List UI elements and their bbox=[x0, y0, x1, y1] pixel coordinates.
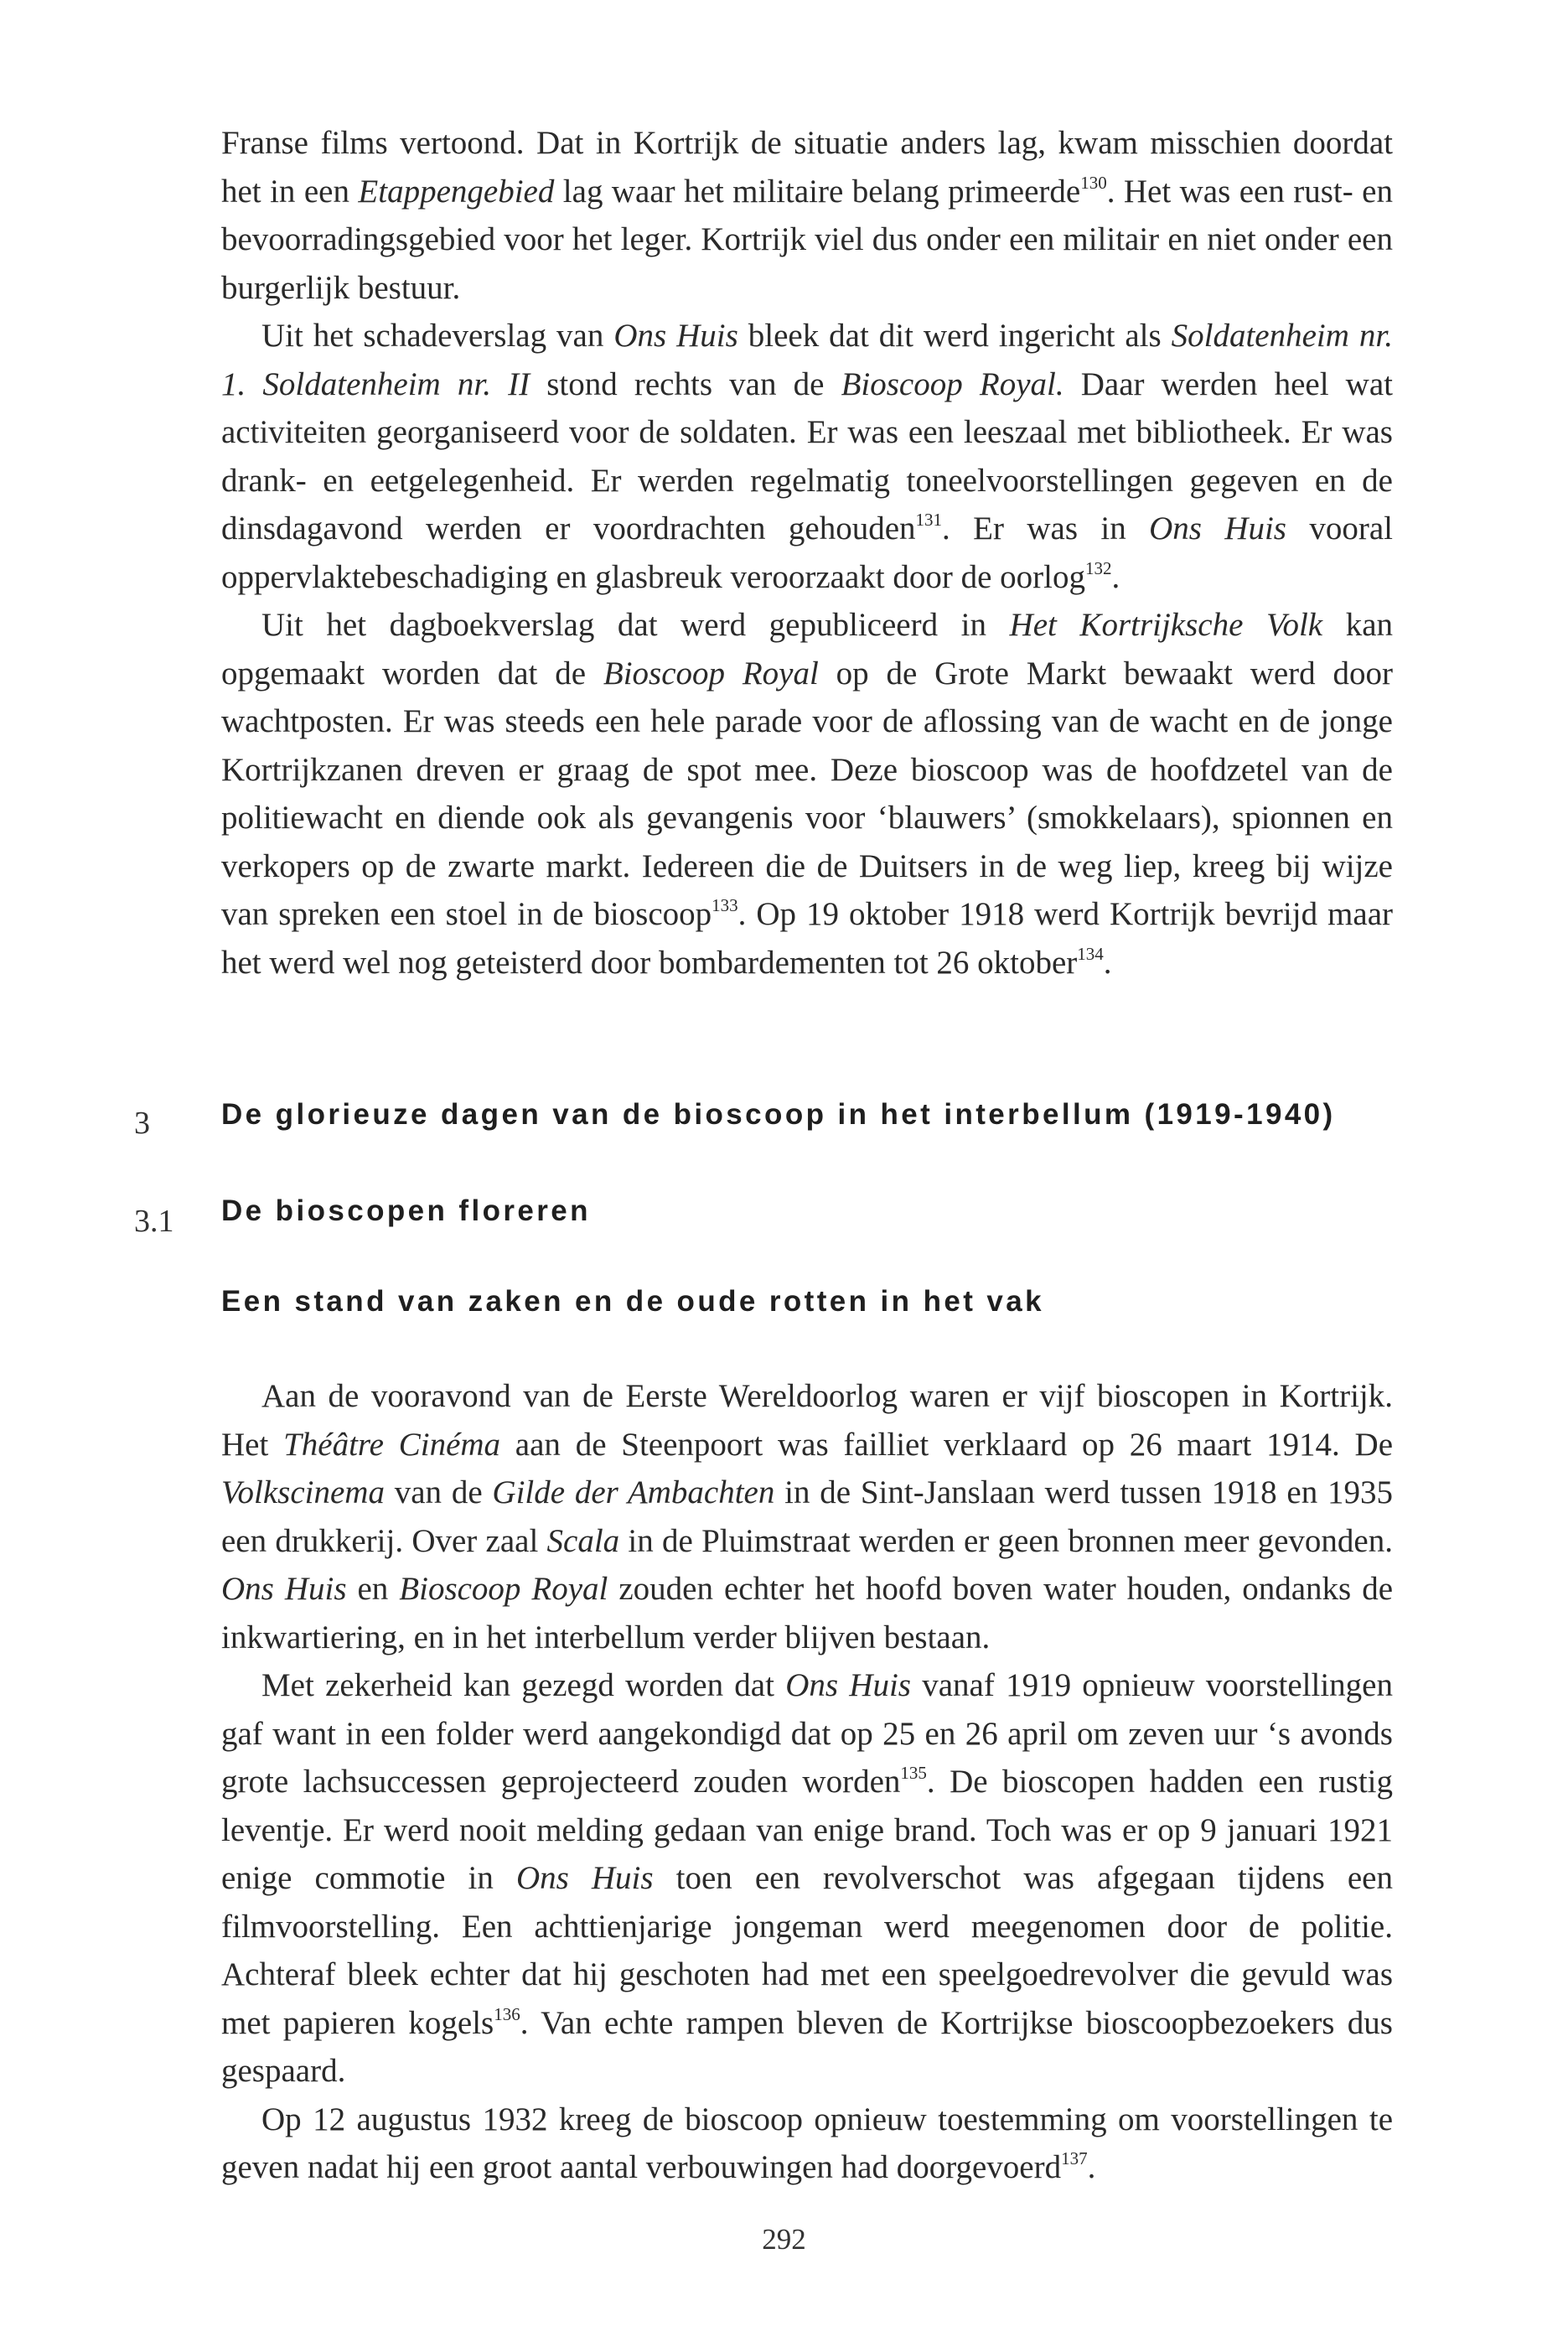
text-run: op de Grote Markt bewaakt werd door wachtposten. Er was steeds een hele parade voor de aflossing van de wacht en de jonge Kortrijkzanen dreven er graag de spot mee. Deze bioscoop was de hoofdzetel van de politiewacht en diende ook als gevangenis voor ‘blauwers’ (smokkelaars), spionnen en verkopers op de zwarte markt. Iedereen die de Duitsers in de weg liep, kreeg bij wijze van spreken een stoel in de bioscoop bbox=[221, 655, 1393, 932]
text-run: Uit het dagboekverslag dat werd gepubliceerd in bbox=[261, 607, 1010, 643]
text-run: . bbox=[1103, 944, 1112, 981]
italic-term: Bioscoop Royal. bbox=[841, 365, 1064, 402]
italic-term: Bioscoop Royal bbox=[399, 1571, 608, 1607]
text-run: lag waar het militaire belang primeerde bbox=[554, 173, 1081, 210]
italic-term: Ons Huis bbox=[221, 1571, 347, 1607]
italic-term: Ons Huis bbox=[613, 318, 738, 354]
italic-term: Soldatenheim nr. 1. Soldatenheim nr. II bbox=[221, 318, 1393, 402]
text-run: bleek dat dit werd ingericht als bbox=[737, 318, 1172, 354]
footnote-ref: 136 bbox=[494, 2003, 520, 2024]
text-run: van de bbox=[384, 1474, 493, 1510]
italic-term: Ons Huis bbox=[1149, 510, 1286, 547]
text-run: vanaf 1919 opnieuw voorstellingen gaf want in een folder werd aangekondigd dat op 25 en 26 april om zeven uur ‘s avonds grote lachsuccessen geprojecteerd zouden worden bbox=[221, 1667, 1393, 1800]
footnote-ref: 131 bbox=[915, 510, 943, 530]
section-title: De glorieuze dagen van de bioscoop in het interbellum (1919-1940) bbox=[221, 1098, 1336, 1131]
text-run: Aan de vooravond van de Eerste Wereldoorlog waren er vijf bioscopen in Kortrijk. Het bbox=[221, 1378, 1393, 1463]
text-run: . bbox=[1087, 2149, 1096, 2185]
text-run: vooral oppervlaktebeschadiging en glasbreuk veroorzaakt door de oorlog bbox=[221, 510, 1393, 595]
italic-term: Volkscinema bbox=[221, 1474, 385, 1510]
body-text-block bbox=[221, 1372, 1393, 2192]
italic-term: Ons Huis bbox=[515, 1860, 654, 1896]
text-run: . bbox=[1111, 558, 1120, 595]
footnote-ref: 132 bbox=[1084, 557, 1112, 578]
text-run: Op 12 augustus 1932 kreeg de bioscoop opnieuw toestemming om voorstellingen te geven nadat hij een groot aantal verbouwingen had doorgevoerd bbox=[221, 2101, 1393, 2185]
subsection-number: 3.1 bbox=[134, 1204, 174, 1239]
text-run: in de Pluimstraat werden er geen bronnen meer gevonden. bbox=[619, 1522, 1393, 1559]
paragraph bbox=[221, 2096, 1393, 2192]
text-run: zouden echter het hoofd boven water houden, ondanks de inkwartiering, en in het interbellum verder blijven bestaan. bbox=[221, 1571, 1393, 1655]
paragraph bbox=[221, 1372, 1393, 1661]
section-heading bbox=[134, 1098, 1475, 1148]
footnote-ref: 130 bbox=[1080, 172, 1107, 193]
italic-term: Théâtre Cinéma bbox=[283, 1426, 501, 1463]
subsection-heading bbox=[134, 1194, 1475, 1245]
footnote-ref: 134 bbox=[1077, 943, 1104, 964]
italic-term: Gilde der Ambachten bbox=[492, 1474, 775, 1510]
italic-term: Het Kortrijksche Volk bbox=[1009, 607, 1323, 643]
text-run: . Het was een rust- en bevoorradingsgebied voor het leger. Kortrijk viel dus onder een militair en niet onder een burgerlijk bestuur. bbox=[221, 173, 1393, 306]
text-run: stond rechts van de bbox=[530, 365, 841, 402]
text-run: kan opgemaakt worden dat de bbox=[221, 607, 1394, 692]
subsection-title: De bioscopen floreren bbox=[221, 1194, 591, 1227]
section-number: 3 bbox=[134, 1106, 150, 1141]
paragraph bbox=[221, 119, 1393, 312]
footnote-ref: 137 bbox=[1061, 2148, 1088, 2168]
text-run: Franse films vertoond. Dat in Kortrijk de situatie anders lag, kwam misschien doordat het in een bbox=[221, 125, 1393, 210]
subsubsection-heading: Een stand van zaken en de oude rotten in het vak bbox=[221, 1285, 1045, 1318]
text-run: toen een revolverschot was afgegaan tijdens een filmvoorstelling. Een achttienjarige jongeman werd meegenomen door de politie. Achteraf bleek echter dat hij geschoten had met een speelgoedrevolver die gevuld was met papieren kogels bbox=[221, 1860, 1393, 2041]
text-run: Uit het schadeverslag van bbox=[261, 318, 614, 354]
paragraph bbox=[221, 1661, 1393, 2096]
page-number: 292 bbox=[762, 2223, 806, 2256]
italic-term: Bioscoop Royal bbox=[603, 655, 819, 692]
text-run: . Van echte rampen bleven de Kortrijkse bioscoopbezoekers dus gespaard. bbox=[221, 2004, 1393, 2089]
footnote-ref: 135 bbox=[900, 1763, 927, 1783]
body-text-block bbox=[221, 119, 1393, 987]
italic-term: Ons Huis bbox=[785, 1667, 911, 1703]
italic-term: Scala bbox=[546, 1522, 620, 1559]
text-run: . Er was in bbox=[942, 510, 1150, 547]
text-run: Daar werden heel wat activiteiten georganiseerd voor de soldaten. Er was een leeszaal met bibliotheek. Er was drank- en eetgelegenheid. Er werden regelmatig toneelvoorstellingen gegeven en de dinsdagavond werden er voordrachten gehouden bbox=[221, 365, 1393, 547]
text-run: aan de Steenpoort was failliet verklaard op 26 maart 1914. De bbox=[500, 1426, 1394, 1463]
text-run: . Op 19 oktober 1918 werd Kortrijk bevrijd maar het werd wel nog geteisterd door bombardementen tot 26 oktober bbox=[221, 896, 1393, 981]
italic-term: Etappengebied bbox=[358, 173, 555, 210]
footnote-ref: 133 bbox=[712, 895, 738, 915]
text-run: en bbox=[346, 1571, 400, 1607]
text-run: . De bioscopen hadden een rustig leventje. Er werd nooit melding gedaan van enige brand. Toch was er op 9 januari 1921 enige commotie in bbox=[221, 1764, 1394, 1896]
text-run: in de Sint-Janslaan werd tussen 1918 en 1935 een drukkerij. Over zaal bbox=[221, 1474, 1393, 1559]
text-run: Met zekerheid kan gezegd worden dat bbox=[261, 1667, 786, 1703]
paragraph bbox=[221, 601, 1393, 987]
paragraph bbox=[221, 312, 1393, 601]
